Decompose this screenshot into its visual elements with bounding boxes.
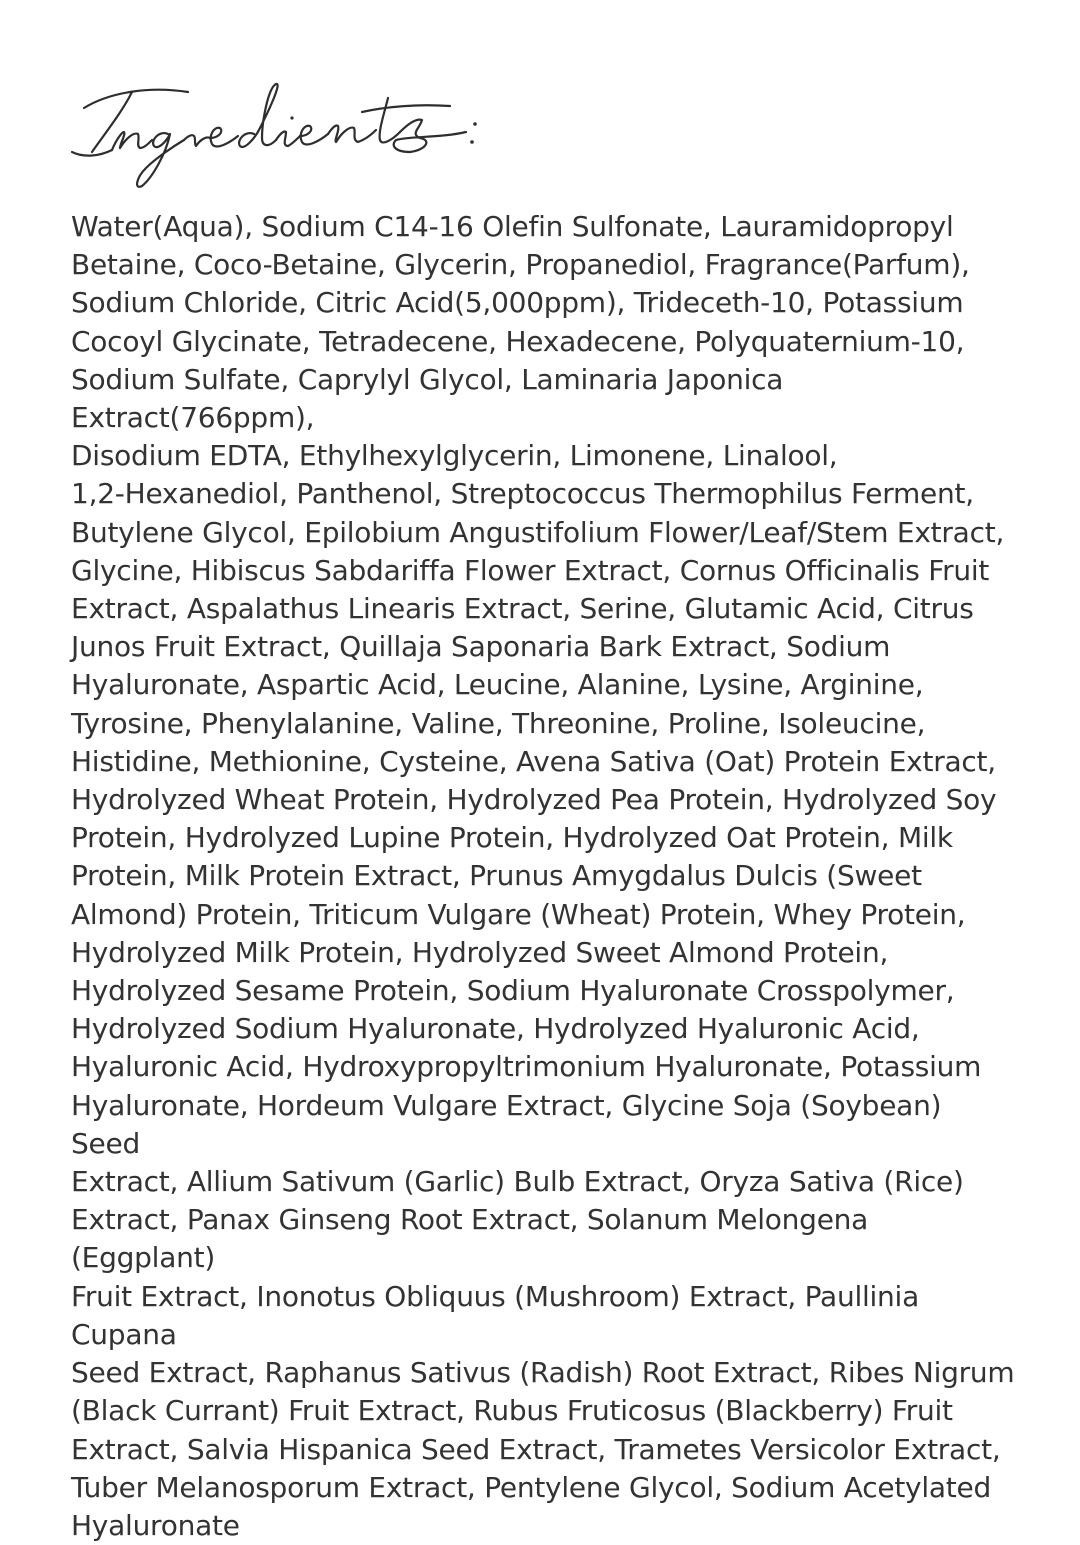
script-heading-lettering [70,78,530,193]
ingredients-heading [70,78,530,193]
ingredients-list-text: Water(Aqua), Sodium C14-16 Olefin Sulfonate, Lauramidopropyl Betaine, Coco-Betaine, Glycerin, Propanediol, Fragrance(Parfum), Sodium Chloride, Citric Acid(5,000ppm), Trideceth-10, Potassium Cocoyl Glycinate, Tetradecene, Hexadecene, Polyquaternium-10, Sodium Sulfate, Caprylyl Glycol, Laminaria Japonica Extract(766ppm), Disodium EDTA, Ethylhexylglycerin, Limonene, Linalool, 1,2-Hexanediol, Panthenol, Streptococcus Thermophilus Ferment, Butylene Glycol, Epilobium Angustifolium Flower/Leaf/Stem Extract, Glycine, Hibiscus Sabdariffa Flower Extract, Cornus Officinalis Fruit Extract, Aspalathus Linearis Extract, Serine, Glutamic Acid, Citrus Junos Fruit Extract, Quillaja Saponaria Bark Extract, Sodium Hyaluronate, Aspartic Acid, Leucine, Alanine, Lysine, Arginine, Tyrosine, Phenylalanine, Valine, Threonine, Proline, Isoleucine, Histidine, Methionine, Cysteine, Avena Sativa (Oat) Protein Extract, Hydrolyzed Wheat Protein, Hydrolyzed Pea Protein, Hydrolyzed Soy Protein, Hydrolyzed Lupine Protein, Hydrolyzed Oat Protein, Milk Protein, Milk Protein Extract, Prunus Amygdalus Dulcis (Sweet Almond) Protein, Triticum Vulgare (Wheat) Protein, Whey Protein, Hydrolyzed Milk Protein, Hydrolyzed Sweet Almond Protein, Hydrolyzed Sesame Protein, Sodium Hyaluronate Crosspolymer, Hydrolyzed Sodium Hyaluronate, Hydrolyzed Hyaluronic Acid, Hyaluronic Acid, Hydroxypropyltrimonium Hyaluronate, Potassium Hyaluronate, Hordeum Vulgare Extract, Glycine Soja (Soybean) Seed Extract, Allium Sativum (Garlic) Bulb Extract, Oryza Sativa (Rice) Extract, Panax Ginseng Root Extract, Solanum Melongena (Eggplant) Fruit Extract, Inonotus Obliquus (Mushroom) Extract, Paullinia Cupana Seed Extract, Raphanus Sativus (Radish) Root Extract, Ribes Nigrum (Black Currant) Fruit Extract, Rubus Fruticosus (Blackberry) Fruit Extract, Salvia Hispanica Seed Extract, Trametes Versicolor Extract, Tuber Melanosporum Extract, Pentylene Glycol, Sodium Acetylated Hyaluronate [71,210,1015,1542]
